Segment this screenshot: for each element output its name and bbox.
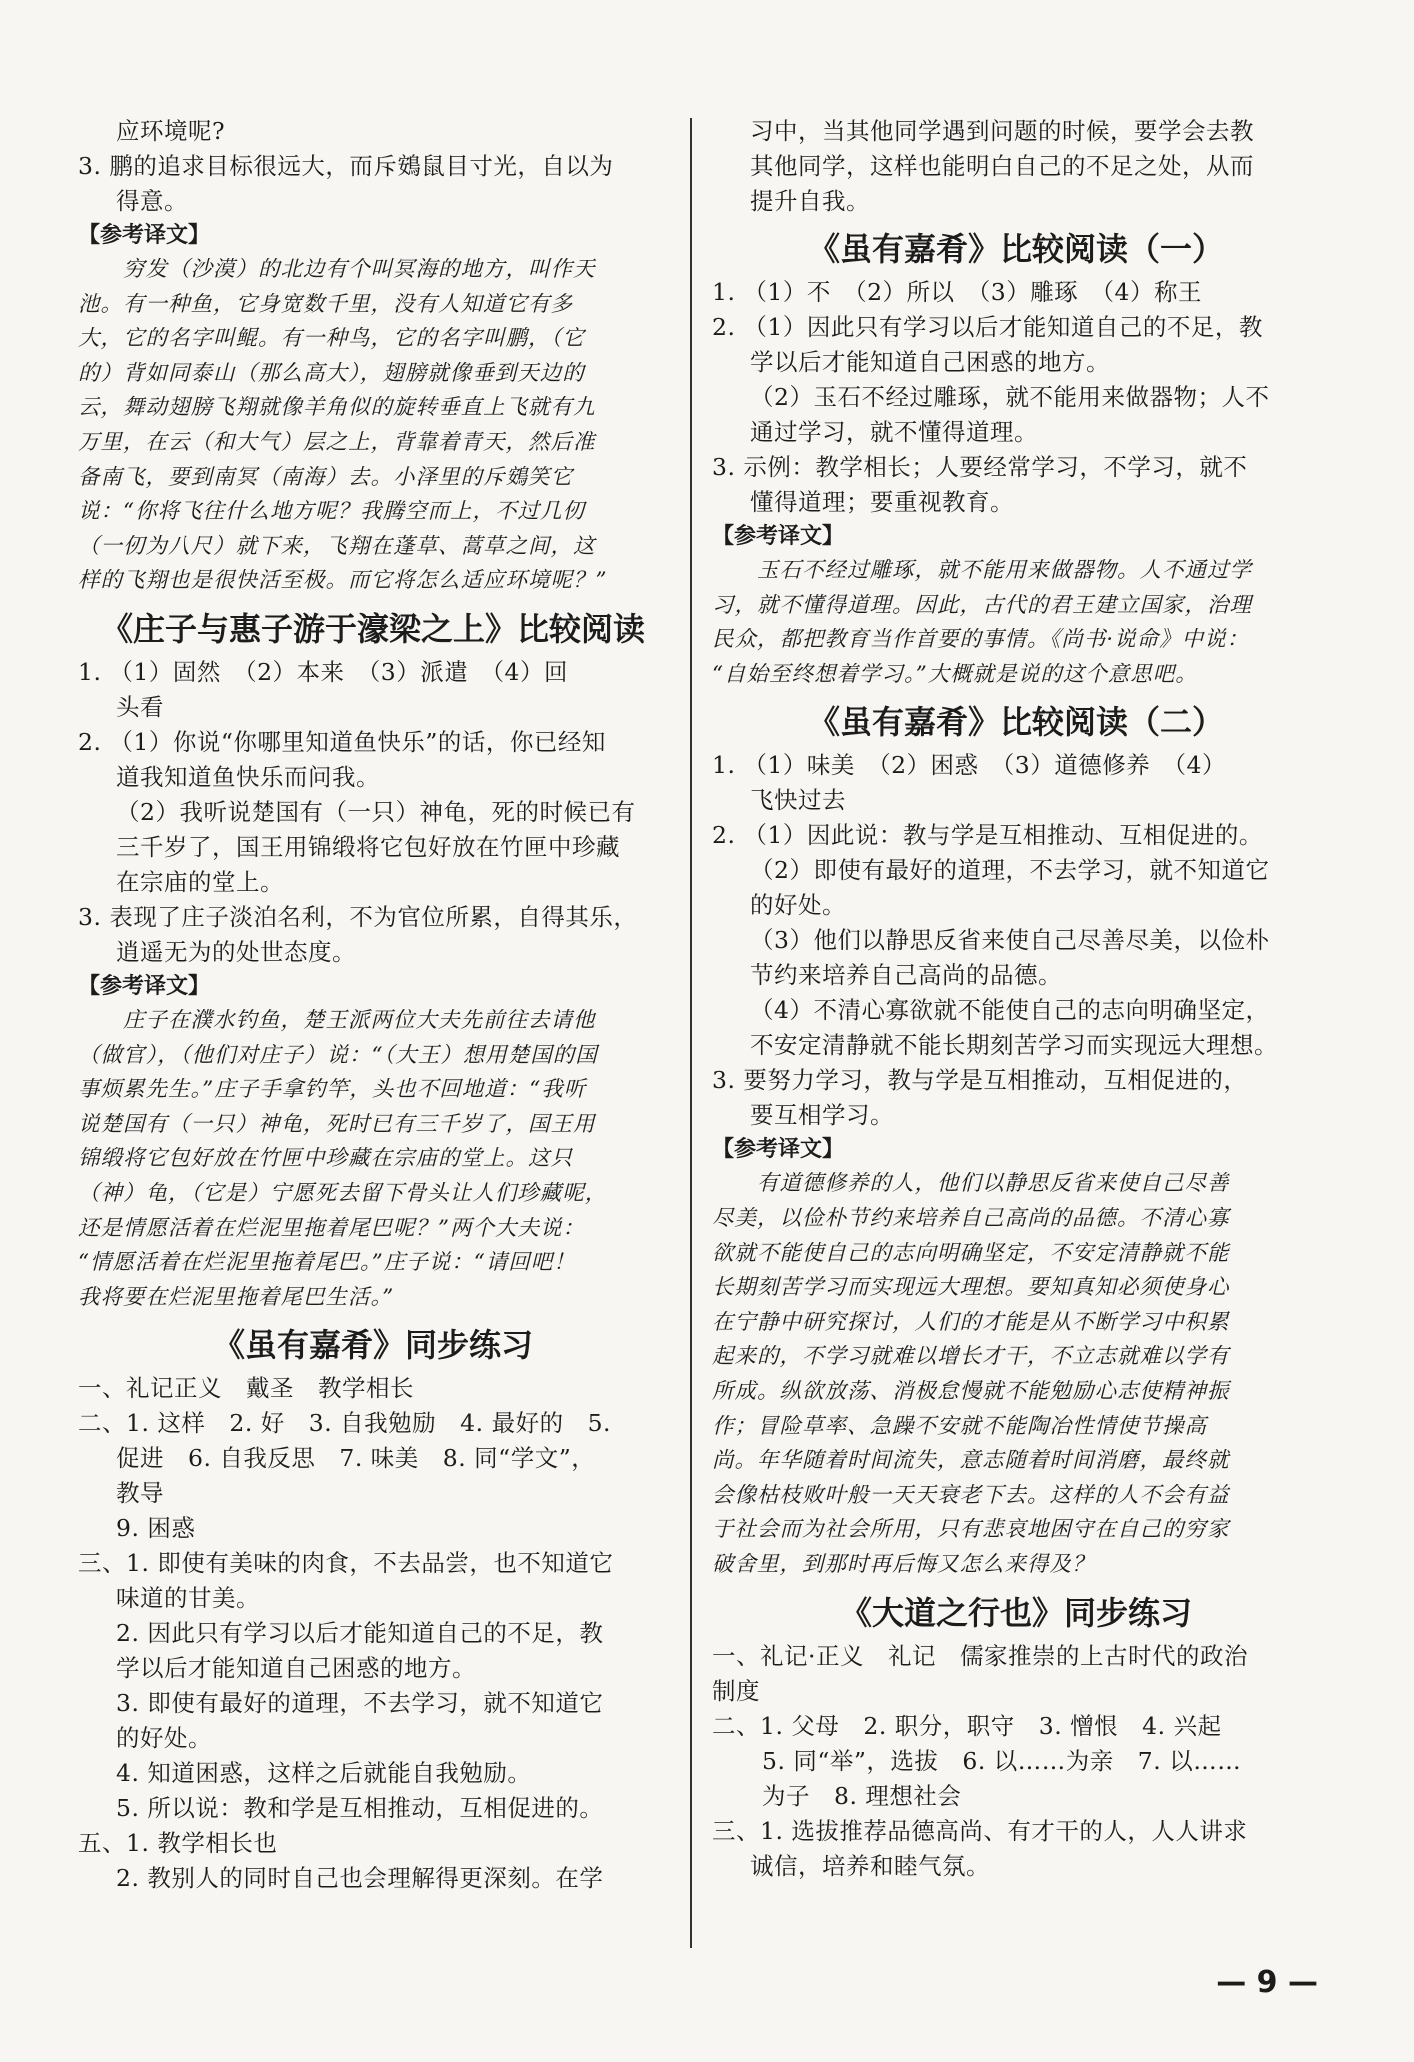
section-label: 【参考译文】 xyxy=(712,1137,845,1163)
section-title: 《虽有嘉肴》同步练习 xyxy=(212,1326,533,1365)
answer-line: 1. （1）固然 （2）本来 （3）派遣 （4）回 xyxy=(78,657,568,686)
translation-line: 说楚国有（一只）神龟，死时已有三千岁了，国王用 xyxy=(78,1111,596,1137)
answer-line: 3. 示例：教学相长；人要经常学习，不学习，就不 xyxy=(712,453,1248,481)
answer-line: 应环境呢? xyxy=(116,117,226,145)
answer-line: 2. （1）因此说：教与学是互相推动、互相促进的。 xyxy=(712,821,1263,850)
translation-line: 所成。纵欲放荡、消极怠慢就不能勉励心志使精神振 xyxy=(712,1378,1230,1404)
answer-line: 9. 困惑 xyxy=(116,1514,196,1543)
translation-line: 玉石不经过雕琢，就不能用来做器物。人不通过学 xyxy=(712,558,1253,583)
page-number: — 9 — xyxy=(1216,1965,1318,2000)
translation-line: 万里，在云（和大气）层之上，背靠着青天，然后准 xyxy=(78,429,596,455)
answer-line: 二、1. 父母 2. 职分，职守 3. 憎恨 4. 兴起 xyxy=(712,1711,1222,1740)
translation-line: 还是情愿活着在烂泥里拖着尾巴呢？”两个大夫说： xyxy=(78,1215,585,1241)
left-column xyxy=(78,114,668,1896)
translation-line: 欲就不能使自己的志向明确坚定，不安定清静就不能 xyxy=(712,1240,1230,1266)
answer-line: 制度 xyxy=(712,1676,760,1705)
answer-line: （2）即使有最好的道理，不去学习，就不知道它 xyxy=(750,856,1270,885)
answer-line: 通过学习，就不懂得道理。 xyxy=(750,418,1038,446)
answer-line: 4. 知道困惑，这样之后就能自我勉励。 xyxy=(116,1759,532,1788)
column-divider xyxy=(690,118,692,1948)
translation-line: 在宁静中研究探讨，人们的才能是从不断学习中积累 xyxy=(712,1309,1230,1335)
answer-line: 二、1. 这样 2. 好 3. 自我勉励 4. 最好的 5. xyxy=(78,1409,611,1438)
answer-line: 三、1. 即使有美味的肉食，不去品尝，也不知道它 xyxy=(78,1549,614,1578)
answer-line: 教导 xyxy=(116,1479,164,1508)
answer-line: 3. 即使有最好的道理，不去学习，就不知道它 xyxy=(116,1689,604,1718)
answer-line: 的好处。 xyxy=(116,1724,212,1753)
translation-line: 样的飞翔也是很快活至极。而它将怎么适应环境呢？” xyxy=(78,568,608,594)
answer-line: 3. 鹏的追求目标很远大，而斥鴳鼠目寸光，自以为 xyxy=(78,152,614,180)
section-title: 《虽有嘉肴》比较阅读（二） xyxy=(807,703,1224,742)
answer-line: 懂得道理；要重视教育。 xyxy=(750,488,1014,516)
translation-line: 长期刻苦学习而实现远大理想。要知真知必须使身心 xyxy=(712,1275,1230,1301)
answer-line: 的好处。 xyxy=(750,891,846,920)
translation-line: 大，它的名字叫鲲。有一种鸟，它的名字叫鹏，（它 xyxy=(78,326,585,352)
answer-line: 五、1. 教学相长也 xyxy=(78,1829,278,1858)
answer-line: 习中，当其他同学遇到问题的时候，要学会去教 xyxy=(750,117,1254,145)
answer-line: 头看 xyxy=(116,692,164,721)
translation-line: （做官），（他们对庄子）说：“（大王）想用楚国的国 xyxy=(78,1042,598,1068)
answer-line: 为子 8. 理想社会 xyxy=(762,1781,962,1810)
answer-line: 提升自我。 xyxy=(750,187,870,215)
translation-line: “情愿活着在烂泥里拖着尾巴。”庄子说：“请回吧！ xyxy=(78,1250,576,1276)
translation-line: 池。有一种鱼，它身宽数千里，没有人知道它有多 xyxy=(78,291,574,317)
answer-line: （2）我听说楚国有（一只）神龟，死的时候已有 xyxy=(116,797,636,826)
right-column xyxy=(712,114,1320,1884)
translation-line: 事烦累先生。”庄子手拿钓竿，头也不回地道：“我听 xyxy=(78,1077,587,1103)
answer-line: 3. 表现了庄子淡泊名利，不为官位所累，自得其乐， xyxy=(78,902,638,931)
section-title: 《大道之行也》同步练习 xyxy=(839,1593,1192,1632)
answer-line: 学以后才能知道自己困惑的地方。 xyxy=(750,348,1110,376)
translation-line: （一仞为八尺）就下来，飞翔在蓬草、蒿草之间，这 xyxy=(78,533,596,559)
answer-line: 要互相学习。 xyxy=(750,1101,894,1130)
answer-line: 道我知道鱼快乐而问我。 xyxy=(116,762,380,791)
answer-line: 5. 所以说：教和学是互相推动，互相促进的。 xyxy=(116,1794,604,1823)
answer-line: 逍遥无为的处世态度。 xyxy=(116,937,356,966)
translation-line: 说：“你将飞往什么地方呢？我腾空而上，不过几仞 xyxy=(78,499,585,525)
translation-line: 民众，都把教育当作首要的事情。《尚书·说命》中说： xyxy=(712,627,1250,653)
answer-line: （4）不清心寡欲就不能使自己的志向明确坚定， xyxy=(750,996,1270,1025)
answer-line: 3. 要努力学习，教与学是互相推动，互相促进的， xyxy=(712,1066,1248,1095)
translation-line: 备南飞，要到南冥（南海）去。小泽里的斥鴳笑它 xyxy=(78,464,574,490)
section-label: 【参考译文】 xyxy=(712,524,845,549)
translation-line: 锦缎将它包好放在竹匣中珍藏在宗庙的堂上。这只 xyxy=(78,1146,574,1172)
answer-line: 2. （1）因此只有学习以后才能知道自己的不足，教 xyxy=(712,313,1263,341)
answer-line: 2. 教别人的同时自己也会理解得更深刻。在学 xyxy=(116,1864,604,1893)
translation-line: 习，就不懂得道理。因此，古代的君王建立国家，治理 xyxy=(712,592,1253,618)
answer-line: 不安定清静就不能长期刻苦学习而实现远大理想。 xyxy=(750,1031,1278,1060)
translation-line: （神）龟，（它是）宁愿死去留下骨头让人们珍藏呢， xyxy=(78,1180,608,1206)
answer-line: 其他同学，这样也能明白自己的不足之处，从而 xyxy=(750,152,1254,180)
answer-line: 学以后才能知道自己困惑的地方。 xyxy=(116,1654,476,1683)
answer-line: 得意。 xyxy=(116,187,188,215)
translation-line: 于社会而为社会所用，只有悲哀地困守在自己的穷家 xyxy=(712,1517,1230,1543)
translation-line: 作；冒险草率、急躁不安就不能陶冶性情使节操高 xyxy=(712,1413,1208,1439)
answer-line: 2. （1）你说“你哪里知道鱼快乐”的话，你已经知 xyxy=(78,727,606,756)
translation-line: 起来的，不学习就难以增长才干，不立志就难以学有 xyxy=(712,1344,1230,1370)
answer-line: （3）他们以静思反省来使自己尽善尽美，以俭朴 xyxy=(750,926,1270,955)
answer-line: 在宗庙的堂上。 xyxy=(116,867,284,896)
answer-line: 三千岁了，国王用锦缎将它包好放在竹匣中珍藏 xyxy=(116,832,620,861)
answer-line: 1. （1）味美 （2）困惑 （3）道德修养 （4） xyxy=(712,751,1226,780)
answer-line: 味道的甘美。 xyxy=(116,1584,260,1613)
translation-line: 会像枯枝败叶般一天天衰老下去。这样的人不会有益 xyxy=(712,1482,1230,1508)
answer-line: 2. 因此只有学习以后才能知道自己的不足，教 xyxy=(116,1619,604,1648)
translation-line: 破舍里，到那时再后悔又怎么来得及？ xyxy=(712,1551,1095,1577)
answer-line: 促进 6. 自我反思 7. 味美 8. 同“学文”， xyxy=(116,1444,596,1473)
translation-line: 庄子在濮水钓鱼，楚王派两位大夫先前往去请他 xyxy=(78,1007,596,1033)
answer-line: 1. （1）不 （2）所以 （3）雕琢 （4）称王 xyxy=(712,278,1202,306)
section-title: 《虽有嘉肴》比较阅读（一） xyxy=(807,230,1224,268)
translation-line: 云，舞动翅膀飞翔就像羊角似的旋转垂直上飞就有九 xyxy=(78,395,596,421)
answer-line: 诚信，培养和睦气氛。 xyxy=(750,1851,990,1880)
section-label: 【参考译文】 xyxy=(78,973,211,999)
translation-line: 有道德修养的人，他们以静思反省来使自己尽善 xyxy=(712,1171,1230,1197)
answer-line: 三、1. 选拔推荐品德高尚、有才干的人，人人讲求 xyxy=(712,1816,1248,1845)
translation-line: 的）背如同泰山（那么高大），翅膀就像垂到天边的 xyxy=(78,360,585,386)
answer-line: 节约来培养自己高尚的品德。 xyxy=(750,961,1062,990)
translation-line: 尽美，以俭朴节约来培养自己高尚的品德。不清心寡 xyxy=(712,1205,1230,1231)
section-title: 《庄子与惠子游于濠梁之上》比较阅读 xyxy=(100,609,645,648)
translation-line: “自始至终想着学习。”大概就是说的这个意思吧。 xyxy=(712,661,1198,687)
answer-line: 一、礼记正义 戴圣 教学相长 xyxy=(78,1374,414,1403)
answer-line: （2）玉石不经过雕琢，就不能用来做器物；人不 xyxy=(750,383,1270,411)
answer-line: 5. 同“举”，选拔 6. 以……为亲 7. 以…… xyxy=(762,1746,1242,1775)
answer-line: 一、礼记·正义 礼记 儒家推崇的上古时代的政治 xyxy=(712,1641,1248,1670)
section-label: 【参考译文】 xyxy=(78,223,211,248)
translation-line: 穷发（沙漠）的北边有个叫冥海的地方，叫作天 xyxy=(78,257,596,282)
translation-line: 我将要在烂泥里拖着尾巴生活。” xyxy=(78,1284,395,1310)
translation-line: 尚。年华随着时间流失，意志随着时间消磨，最终就 xyxy=(712,1448,1230,1474)
answer-line: 飞快过去 xyxy=(750,786,846,815)
